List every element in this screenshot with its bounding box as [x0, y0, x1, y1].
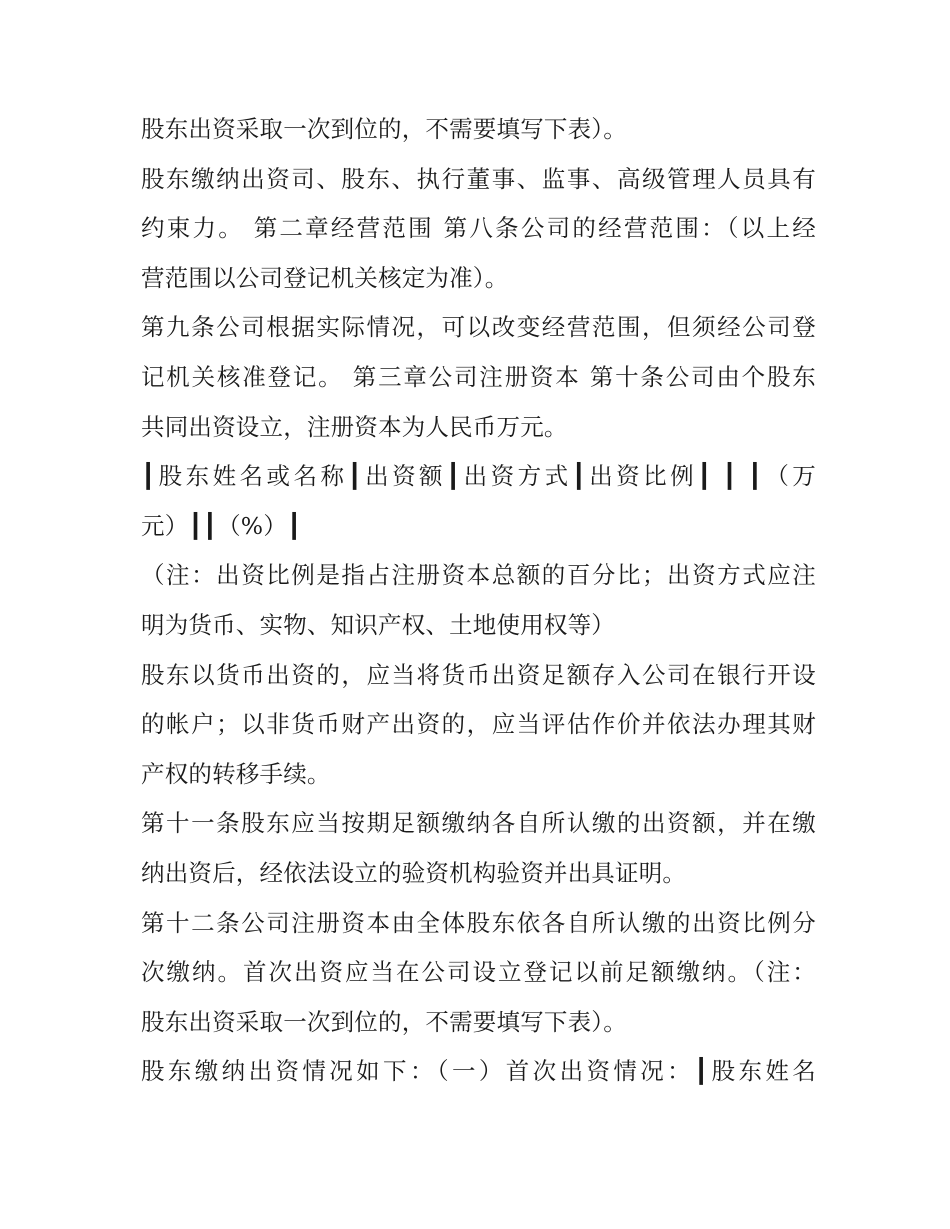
text-line: 股东以货币出资的，应当将货币出资足额存入公司在银行开设 [141, 660, 816, 689]
text-line: 纳出资后，经依法设立的验资机构验资并出具证明。 [141, 858, 687, 887]
text-line: ┃股东姓名或名称┃出资额┃出资方式┃出资比例┃ ┃ ┃（万 [141, 462, 816, 491]
text-line: （注：出资比例是指占注册资本总额的百分比；出资方式应注 [141, 561, 816, 590]
text-line: 股东缴纳出资司、股东、执行董事、监事、高级管理人员具有 [141, 164, 816, 193]
text-line: 约束力。 第二章经营范围 第八条公司的经营范围：（以上经 [141, 214, 816, 243]
text-line: 明为货币、实物、知识产权、土地使用权等） [141, 610, 615, 639]
text-line: 共同出资设立，注册资本为人民币万元。 [141, 412, 568, 441]
text-line: 第九条公司根据实际情况，可以改变经营范围，但须经公司登 [141, 313, 816, 342]
text-line: 的帐户；以非货币财产出资的，应当评估作价并依法办理其财 [141, 710, 816, 739]
text-line: 次缴纳。首次出资应当在公司设立登记以前足额缴纳。（注： [141, 958, 816, 987]
document-body [141, 105, 816, 1097]
text-line: 第十一条股东应当按期足额缴纳各自所认缴的出资额，并在缴 [141, 809, 816, 838]
text-line: 第十二条公司注册资本由全体股东依各自所认缴的出资比例分 [141, 908, 816, 937]
text-line: 股东缴纳出资情况如下：（一）首次出资情况：┃股东姓名 [141, 1057, 816, 1086]
text-line: 产权的转移手续。 [141, 759, 331, 788]
text-line: 元）┃┃（%）┃ [141, 511, 302, 540]
text-line: 营范围以公司登记机关核定为准）。 [141, 263, 509, 292]
text-line: 股东出资采取一次到位的，不需要填写下表）。 [141, 115, 627, 143]
text-line: 记机关核准登记。 第三章公司注册资本 第十条公司由个股东 [141, 362, 816, 391]
text-line: 股东出资采取一次到位的，不需要填写下表）。 [141, 1007, 627, 1036]
